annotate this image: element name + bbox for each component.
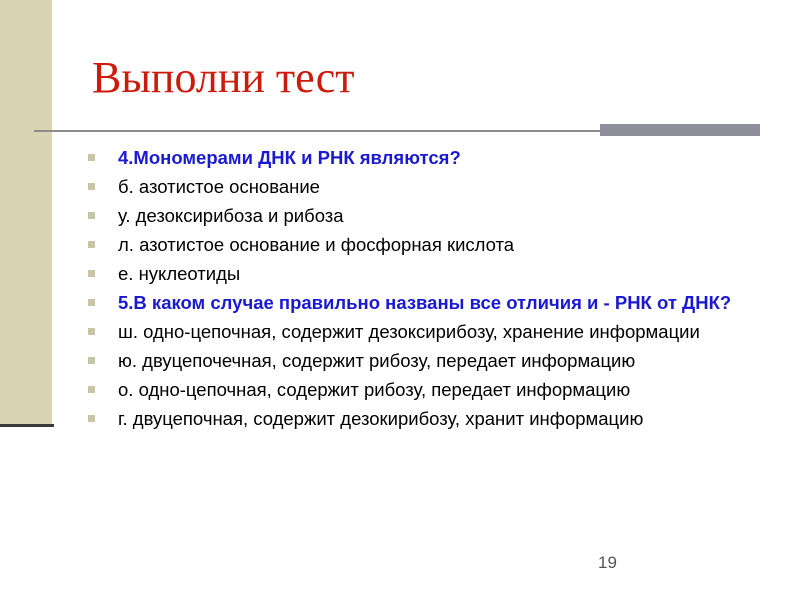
slide-title: Выполни тест	[92, 53, 355, 102]
answer-item	[84, 175, 764, 198]
item-text: о. одно-цепочная, содержит рибозу, передает информацию	[118, 379, 631, 400]
sidebar-decoration	[0, 0, 52, 426]
answer-item	[84, 204, 764, 227]
square-bullet-icon	[88, 386, 95, 393]
answer-item	[84, 233, 764, 256]
answer-item	[84, 320, 764, 343]
square-bullet-icon	[88, 357, 95, 364]
test-items-list	[84, 146, 764, 436]
question-item	[84, 146, 764, 169]
answer-item	[84, 262, 764, 285]
square-bullet-icon	[88, 328, 95, 335]
item-text: ю. двуцепочечная, содержит рибозу, передает информацию	[118, 350, 636, 371]
question-item	[84, 291, 764, 314]
square-bullet-icon	[88, 270, 95, 277]
square-bullet-icon	[88, 415, 95, 422]
square-bullet-icon	[88, 299, 95, 306]
square-bullet-icon	[88, 183, 95, 190]
sidebar-shadow-line	[0, 424, 54, 427]
square-bullet-icon	[88, 212, 95, 219]
square-bullet-icon	[88, 241, 95, 248]
item-text: л. азотистое основание и фосфорная кислота	[118, 234, 515, 255]
sidebar-edge	[52, 0, 54, 427]
item-text: 5.В каком случае правильно названы все отличия и - РНК от ДНК?	[118, 292, 732, 313]
answer-item	[84, 407, 764, 430]
square-bullet-icon	[88, 154, 95, 161]
item-text: ш. одно-цепочная, содержит дезоксирибозу, хранение информации	[118, 321, 700, 342]
item-text: б. азотистое основание	[118, 176, 320, 197]
item-text: е. нуклеотиды	[118, 263, 241, 284]
answer-item	[84, 378, 764, 401]
item-text: 4.Мономерами ДНК и РНК являются?	[118, 147, 461, 168]
title-divider	[34, 130, 600, 132]
item-text: г. двуцепочная, содержит дезокирибозу, хранит информацию	[118, 408, 644, 429]
item-text: у. дезоксирибоза и рибоза	[118, 205, 344, 226]
answer-item	[84, 349, 764, 372]
title-divider-block	[600, 124, 760, 136]
page-number: 19	[598, 553, 617, 572]
